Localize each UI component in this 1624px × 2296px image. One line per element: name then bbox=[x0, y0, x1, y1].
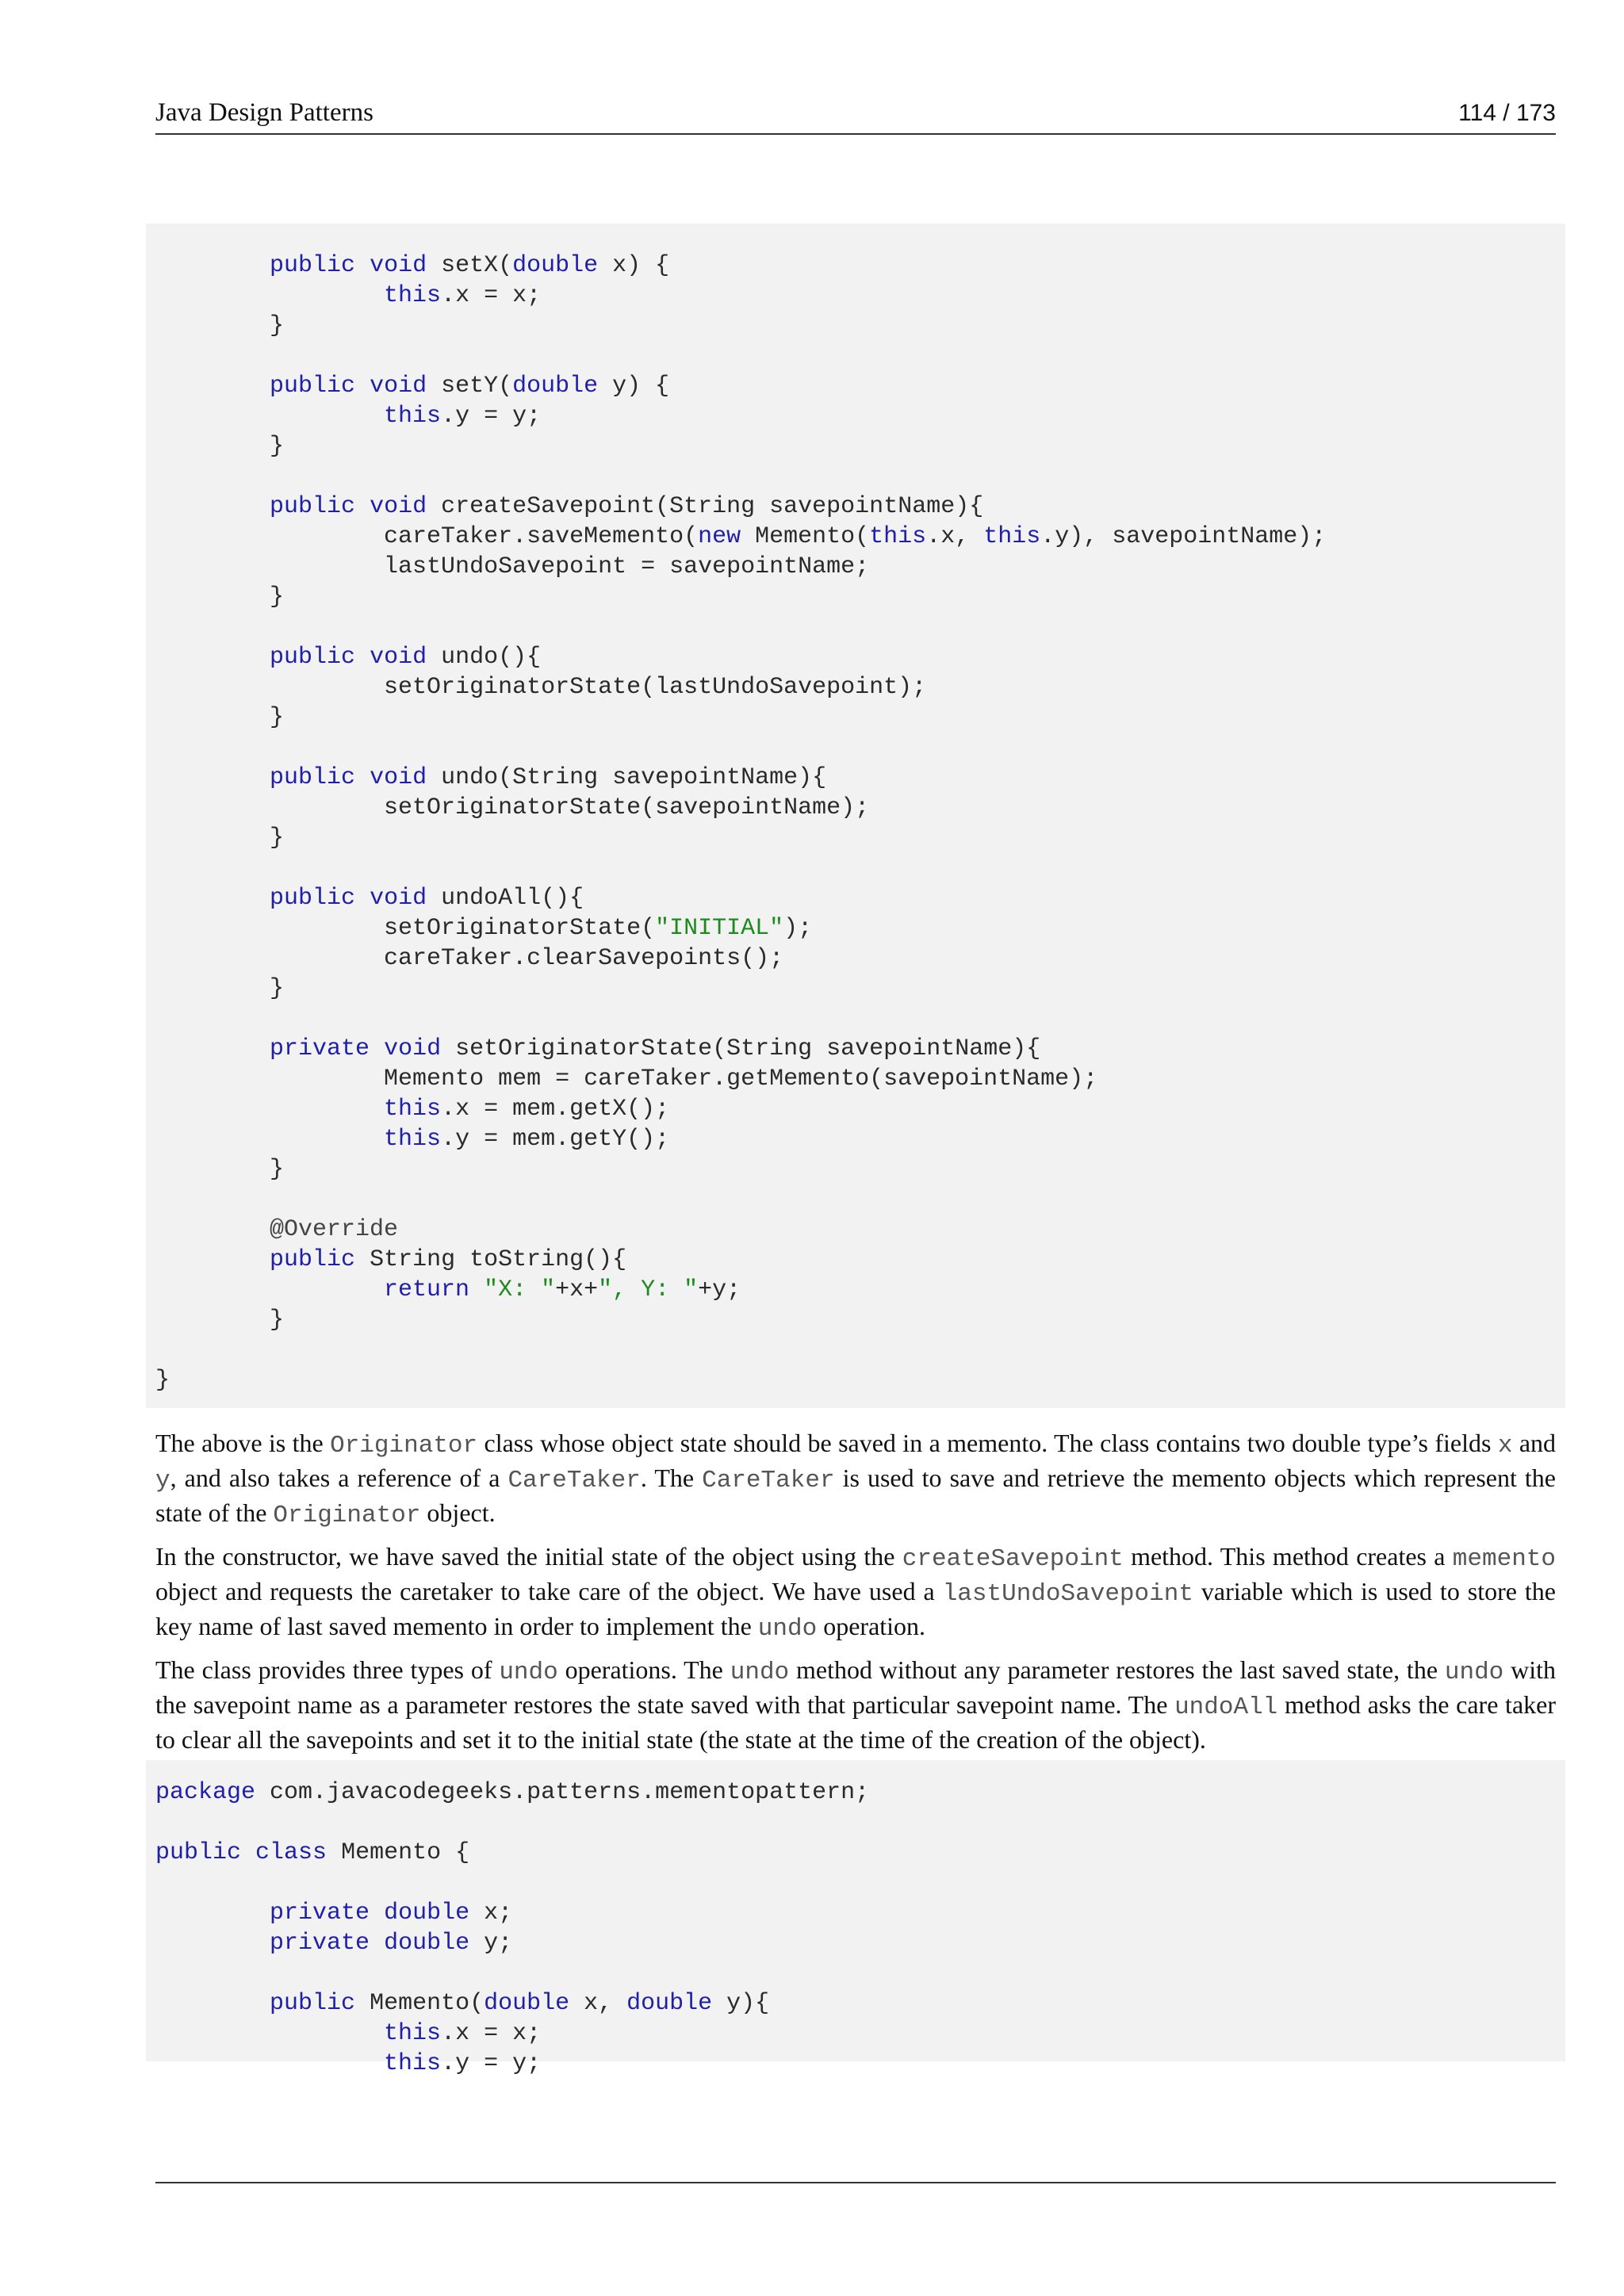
code-line: public void setY(double y) { bbox=[270, 373, 670, 400]
code-line: private double x; bbox=[270, 1900, 513, 1927]
page-number: 114 / 173 bbox=[1458, 100, 1556, 126]
code-line: public class Memento { bbox=[155, 1839, 470, 1866]
book-title: Java Design Patterns bbox=[155, 98, 373, 127]
code-line: this.x = x; bbox=[384, 282, 542, 309]
code-block-originator bbox=[146, 224, 1565, 1408]
code-line: } bbox=[155, 1156, 285, 1183]
code-line: public Memento(double x, double y){ bbox=[270, 1990, 770, 2017]
code-line: public void setX(double x) { bbox=[270, 252, 670, 279]
code-line: setOriginatorState(savepointName); bbox=[155, 794, 870, 821]
code-line: private double y; bbox=[270, 1930, 513, 1957]
code-line: this.y = y; bbox=[384, 2050, 542, 2077]
code-line: public void createSavepoint(String savepointName){ bbox=[270, 493, 984, 520]
code-block-memento bbox=[146, 1760, 1565, 2077]
code-line: lastUndoSavepoint = savepointName; bbox=[155, 553, 870, 580]
code-line: careTaker.clearSavepoints(); bbox=[155, 945, 784, 972]
code-line: public void undo(){ bbox=[270, 644, 542, 671]
page-header bbox=[155, 95, 1556, 135]
code-line: } bbox=[155, 584, 285, 610]
paragraph-undo-operations: The class provides three types of undo operations. The undo method without any parameter restores the last saved state, the undo with the savepoint name as a parameter restores the state saved with that particular savepoint name. The undoAll method asks the care taker to clear all the savepoints and set it to the initial state (the state at the time of the creation of the object). bbox=[155, 1655, 1557, 1754]
code-line: } bbox=[155, 1307, 285, 1334]
code-line: this.x = mem.getX(); bbox=[384, 1096, 670, 1123]
code-line: public void undo(String savepointName){ bbox=[270, 764, 827, 791]
code-line: private void setOriginatorState(String savepointName){ bbox=[270, 1035, 1041, 1062]
code-line: } bbox=[155, 704, 285, 731]
code-line: } bbox=[155, 433, 285, 460]
paragraph-originator-description: The above is the Originator class whose object state should be saved in a memento. The class contains two double type’s fields x and y, and also takes a reference of a CareTaker. The CareTaker is used to save and retrieve the memento objects which represent the state of the Originator object. bbox=[155, 1429, 1557, 1529]
code-line: } bbox=[155, 1367, 170, 1394]
code-line: } bbox=[155, 975, 285, 1002]
paragraph-constructor-description: In the constructor, we have saved the initial state of the object using the createSavepoint method. This method creates a memento object and requests the caretaker to take care of the object. We have used a lastUndoSavepoint variable which is used to store the key name of last saved memento in order to implement the undo operation. bbox=[155, 1542, 1557, 1643]
code-line: careTaker.saveMemento(new Memento(this.x, this.y), savepointName); bbox=[155, 523, 1327, 550]
code-line: this.y = y; bbox=[384, 403, 542, 430]
code-line: this.y = mem.getY(); bbox=[384, 1126, 670, 1153]
footer-rule bbox=[155, 2182, 1556, 2183]
code-line: setOriginatorState("INITIAL"); bbox=[155, 915, 813, 942]
code-line: public String toString(){ bbox=[270, 1246, 627, 1273]
code-line: Memento mem = careTaker.getMemento(savepointName); bbox=[155, 1066, 1098, 1093]
code-line: package com.javacodegeeks.patterns.mementopattern; bbox=[155, 1779, 870, 1806]
code-line: } bbox=[155, 825, 285, 851]
code-line: this.x = x; bbox=[384, 2020, 542, 2047]
code-line: return "X: "+x+", Y: "+y; bbox=[384, 1276, 741, 1303]
code-line: setOriginatorState(lastUndoSavepoint); bbox=[155, 674, 927, 701]
code-line: } bbox=[155, 312, 285, 339]
code-line: public void undoAll(){ bbox=[270, 885, 584, 912]
code-line: @Override bbox=[270, 1216, 399, 1243]
